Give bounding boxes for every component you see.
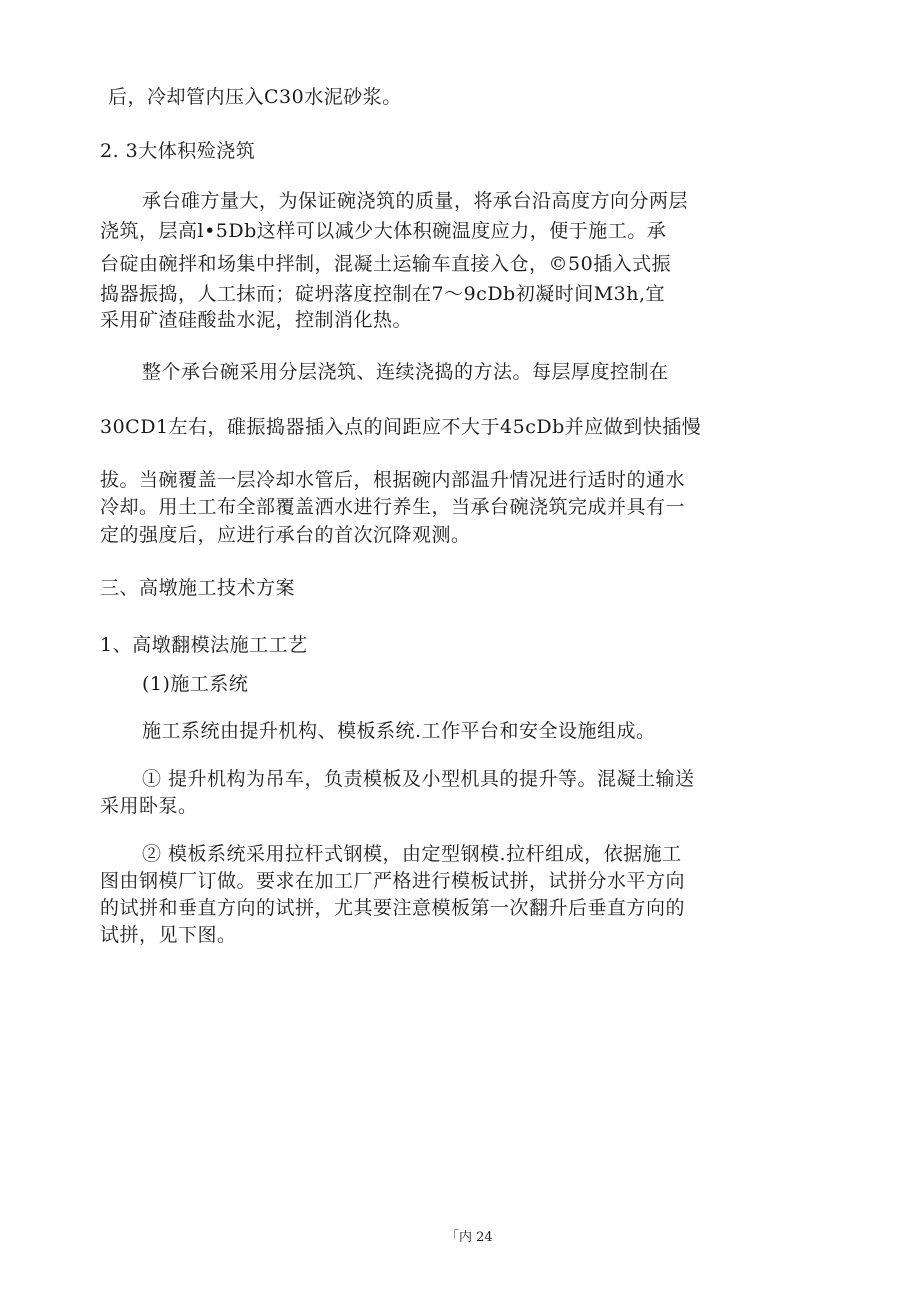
text-line: 浇筑，层高l•5Db这样可以减少大体积碗温度应力，便于施工。承 [100,220,667,242]
text-line: 承台碓方量大，为保证碗浇筑的质量，将承台沿高度方向分两层 [142,190,689,212]
text-line: 采用矿渣硅酸盐水泥，控制消化热。 [100,309,413,331]
list-item: ① 提升机构为吊车，负责模板及小型机具的提升等。混凝土输送 [142,768,695,790]
list-item: ② 模板系统采用拉杆式钢模，由定型钢模.拉杆组成，依据施工 [142,843,682,865]
subsection-heading: 1、高墩翻模法施工工艺 [100,634,308,656]
text-line: 拔。当碗覆盖一层冷却水管后，根据碗内部温升情况进行适时的通水 [100,469,686,491]
text-line: 后，冷却管内压入C30水泥砂浆。 [108,86,402,108]
text-line: 施工系统由提升机构、模板系统.工作平台和安全设施组成。 [142,720,656,742]
text-line: 采用卧泵。 [100,795,198,817]
subsection-heading: (1)施工系统 [142,673,249,695]
text-line: 捣器振捣，人工抹而；碇坍落度控制在7～9cDb初凝时间M3h,宜 [100,283,666,305]
text-line: 的试拼和垂直方向的试拼，尤其要注意模板第一次翻升后垂直方向的 [100,897,686,919]
section-heading: 2. 3大体积殓浇筑 [100,140,256,162]
text-line: 图由钢模厂订做。要求在加工厂严格进行模板试拼，试拼分水平方向 [100,870,686,892]
page-number: 「内 24 [446,1230,493,1245]
text-line: 试拼，见下图。 [100,924,237,946]
text-line: 30CD1左右，碓振捣器插入点的间距应不大于45cDb并应做到快插慢 [100,416,702,438]
text-line: 整个承台碗采用分层浇筑、连续浇捣的方法。每层厚度控制在 [142,361,669,383]
text-line: 台碇由碗拌和场集中拌制，混凝土运输车直接入仓，©50插入式振 [100,253,672,275]
text-line: 定的强度后，应进行承台的首次沉降观测。 [100,524,471,546]
section-heading: 三、高墩施工技术方案 [100,577,296,599]
text-line: 冷却。用土工布全部覆盖洒水进行养生，当承台碗浇筑完成并具有一 [100,496,686,518]
